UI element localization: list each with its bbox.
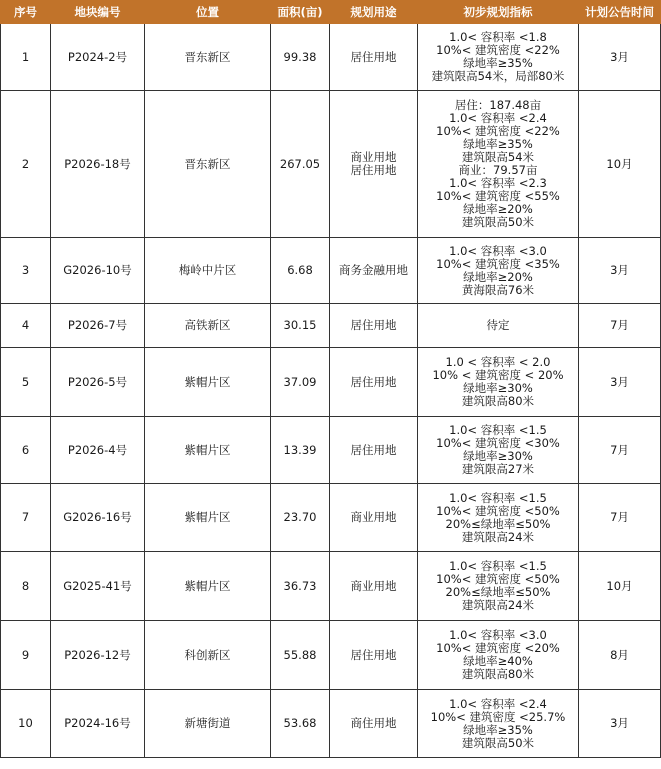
cell-no: 4 <box>1 304 51 348</box>
table-row <box>1 690 661 758</box>
use-line: 商业用地 <box>350 510 397 524</box>
indicator-line: 绿地率≥20% <box>463 269 533 284</box>
indicator-line: 1.0< 容积率 <1.5 <box>449 559 547 573</box>
indicator-line: 绿地率≥40% <box>463 654 533 668</box>
cell-time: 3月 <box>579 348 661 417</box>
indicator-line: 建筑限高80米 <box>461 394 535 408</box>
table-row <box>1 348 661 417</box>
indicator-line: 1.0 < 容积率 < 2.0 <box>445 355 551 369</box>
cell-no: 5 <box>1 348 51 417</box>
cell-area: 13.39 <box>271 417 330 484</box>
cell-indicators <box>418 24 579 91</box>
indicator-line: 绿地率≥30% <box>463 449 533 463</box>
cell-no: 10 <box>1 690 51 758</box>
cell-area: 55.88 <box>271 621 330 690</box>
cell-use <box>330 552 418 621</box>
cell-code: P2026-5号 <box>51 348 145 417</box>
cell-time: 7月 <box>579 304 661 348</box>
cell-no: 2 <box>1 91 51 238</box>
indicator-line: 建筑限高50米 <box>461 735 535 750</box>
cell-code: P2024-2号 <box>51 24 145 91</box>
indicator-line: 1.0< 容积率 <3.0 <box>449 628 547 642</box>
use-line: 居住用地 <box>350 442 397 457</box>
cell-location: 新塘街道 <box>145 690 271 758</box>
indicator-line: 待定 <box>486 318 510 332</box>
indicator-line: 建筑限高80米 <box>461 667 535 681</box>
cell-use <box>330 91 418 238</box>
cell-location: 紫帽片区 <box>145 348 271 417</box>
cell-indicators <box>418 484 579 552</box>
indicator-line: 绿地率≥35% <box>463 137 533 151</box>
cell-no: 8 <box>1 552 51 621</box>
header-area: 面积(亩) <box>271 1 330 24</box>
header-location: 位置 <box>145 1 271 24</box>
indicator-line: 建筑限高24米 <box>461 598 535 612</box>
indicator-line: 黄海限高76米 <box>461 282 535 297</box>
cell-indicators <box>418 238 579 304</box>
table-row <box>1 552 661 621</box>
cell-time: 10月 <box>579 552 661 621</box>
cell-location: 晋东新区 <box>145 91 271 238</box>
indicator-line: 商业：79.57亩 <box>458 163 538 177</box>
indicator-line: 绿地率≥35% <box>463 56 533 70</box>
use-line: 商业用地 <box>350 578 397 593</box>
table-row <box>1 24 661 91</box>
cell-area: 36.73 <box>271 552 330 621</box>
cell-code: P2026-7号 <box>51 304 145 348</box>
cell-location: 紫帽片区 <box>145 484 271 552</box>
cell-use <box>330 238 418 304</box>
indicator-line: 绿地率≥30% <box>463 381 533 395</box>
indicator-line: 10%< 建筑密度 <50% <box>436 572 560 586</box>
table-row <box>1 91 661 238</box>
use-line: 商住用地 <box>350 716 397 730</box>
use-line: 居住用地 <box>350 374 397 389</box>
table-row <box>1 304 661 348</box>
cell-no: 7 <box>1 484 51 552</box>
cell-no: 9 <box>1 621 51 690</box>
cell-time: 10月 <box>579 91 661 238</box>
cell-area: 23.70 <box>271 484 330 552</box>
indicator-line: 居住：187.48亩 <box>454 98 542 112</box>
indicator-line: 10%< 建筑密度 <22% <box>436 43 560 57</box>
cell-time: 7月 <box>579 417 661 484</box>
cell-location: 高铁新区 <box>145 304 271 348</box>
cell-area: 53.68 <box>271 690 330 758</box>
cell-location: 紫帽片区 <box>145 552 271 621</box>
use-line: 居住用地 <box>350 318 397 332</box>
indicator-line: 1.0< 容积率 <3.0 <box>449 243 547 258</box>
table-row <box>1 621 661 690</box>
indicator-line: 10%< 建筑密度 <50% <box>436 503 560 518</box>
use-line: 商业用地 <box>350 150 397 164</box>
indicator-line: 1.0< 容积率 <1.8 <box>449 30 547 44</box>
use-line: 居住用地 <box>350 49 397 64</box>
indicator-line: 10%< 建筑密度 <22% <box>436 124 560 138</box>
cell-indicators <box>418 304 579 348</box>
indicator-line: 建筑限高50米 <box>461 215 535 229</box>
cell-location: 梅岭中片区 <box>145 238 271 304</box>
indicator-line: 建筑限高27米 <box>461 462 535 476</box>
cell-no: 6 <box>1 417 51 484</box>
cell-use <box>330 484 418 552</box>
indicator-line: 20%≤绿地率≤50% <box>445 516 551 531</box>
header-code: 地块编号 <box>51 1 145 24</box>
indicator-line: 10%< 建筑密度 <30% <box>436 436 560 450</box>
cell-code: G2025-41号 <box>51 552 145 621</box>
cell-code: G2026-16号 <box>51 484 145 552</box>
cell-no: 3 <box>1 238 51 304</box>
cell-use <box>330 24 418 91</box>
indicator-line: 1.0< 容积率 <2.4 <box>449 111 547 125</box>
cell-time: 3月 <box>579 24 661 91</box>
table-row <box>1 417 661 484</box>
cell-indicators <box>418 91 579 238</box>
indicator-line: 1.0< 容积率 <1.5 <box>449 490 547 505</box>
use-line: 商务金融用地 <box>339 263 408 277</box>
use-line: 居住用地 <box>350 163 397 177</box>
indicator-line: 建筑限高54米，局部80米 <box>431 69 565 83</box>
cell-area: 267.05 <box>271 91 330 238</box>
indicator-line: 10%< 建筑密度 <35% <box>436 256 560 271</box>
cell-location: 晋东新区 <box>145 24 271 91</box>
cell-use <box>330 348 418 417</box>
table-row <box>1 484 661 552</box>
cell-location: 紫帽片区 <box>145 417 271 484</box>
cell-use <box>330 690 418 758</box>
cell-area: 6.68 <box>271 238 330 304</box>
cell-location: 科创新区 <box>145 621 271 690</box>
cell-time: 8月 <box>579 621 661 690</box>
indicator-line: 20%≤绿地率≤50% <box>445 585 551 599</box>
indicator-line: 1.0< 容积率 <1.5 <box>449 423 547 437</box>
header-no: 序号 <box>1 1 51 24</box>
cell-use <box>330 417 418 484</box>
indicator-line: 1.0< 容积率 <2.4 <box>449 696 547 711</box>
cell-indicators <box>418 552 579 621</box>
cell-area: 30.15 <box>271 304 330 348</box>
cell-time: 3月 <box>579 238 661 304</box>
indicator-line: 绿地率≥20% <box>463 202 533 216</box>
cell-code: G2026-10号 <box>51 238 145 304</box>
indicator-line: 绿地率≥35% <box>463 722 533 737</box>
header-row <box>1 1 661 24</box>
indicator-line: 10% < 建筑密度 < 20% <box>432 368 564 382</box>
indicator-line: 10%< 建筑密度 <55% <box>436 189 560 203</box>
header-time: 计划公告时间 <box>579 1 661 24</box>
indicator-line: 建筑限高24米 <box>461 529 535 544</box>
header-indicators: 初步规划指标 <box>418 1 579 24</box>
cell-code: P2026-4号 <box>51 417 145 484</box>
table-row <box>1 238 661 304</box>
indicator-line: 10%< 建筑密度 <25.7% <box>430 709 566 724</box>
cell-code: P2024-16号 <box>51 690 145 758</box>
indicator-line: 建筑限高54米 <box>461 150 535 164</box>
cell-indicators <box>418 690 579 758</box>
use-line: 居住用地 <box>350 647 397 662</box>
header-use: 规划用途 <box>330 1 418 24</box>
cell-indicators <box>418 417 579 484</box>
cell-time: 3月 <box>579 690 661 758</box>
cell-area: 99.38 <box>271 24 330 91</box>
cell-area: 37.09 <box>271 348 330 417</box>
cell-no: 1 <box>1 24 51 91</box>
cell-code: P2026-12号 <box>51 621 145 690</box>
cell-code: P2026-18号 <box>51 91 145 238</box>
cell-use <box>330 621 418 690</box>
cell-use <box>330 304 418 348</box>
cell-indicators <box>418 348 579 417</box>
cell-time: 7月 <box>579 484 661 552</box>
indicator-line: 1.0< 容积率 <2.3 <box>449 176 547 190</box>
cell-indicators <box>418 621 579 690</box>
indicator-line: 10%< 建筑密度 <20% <box>436 641 560 655</box>
